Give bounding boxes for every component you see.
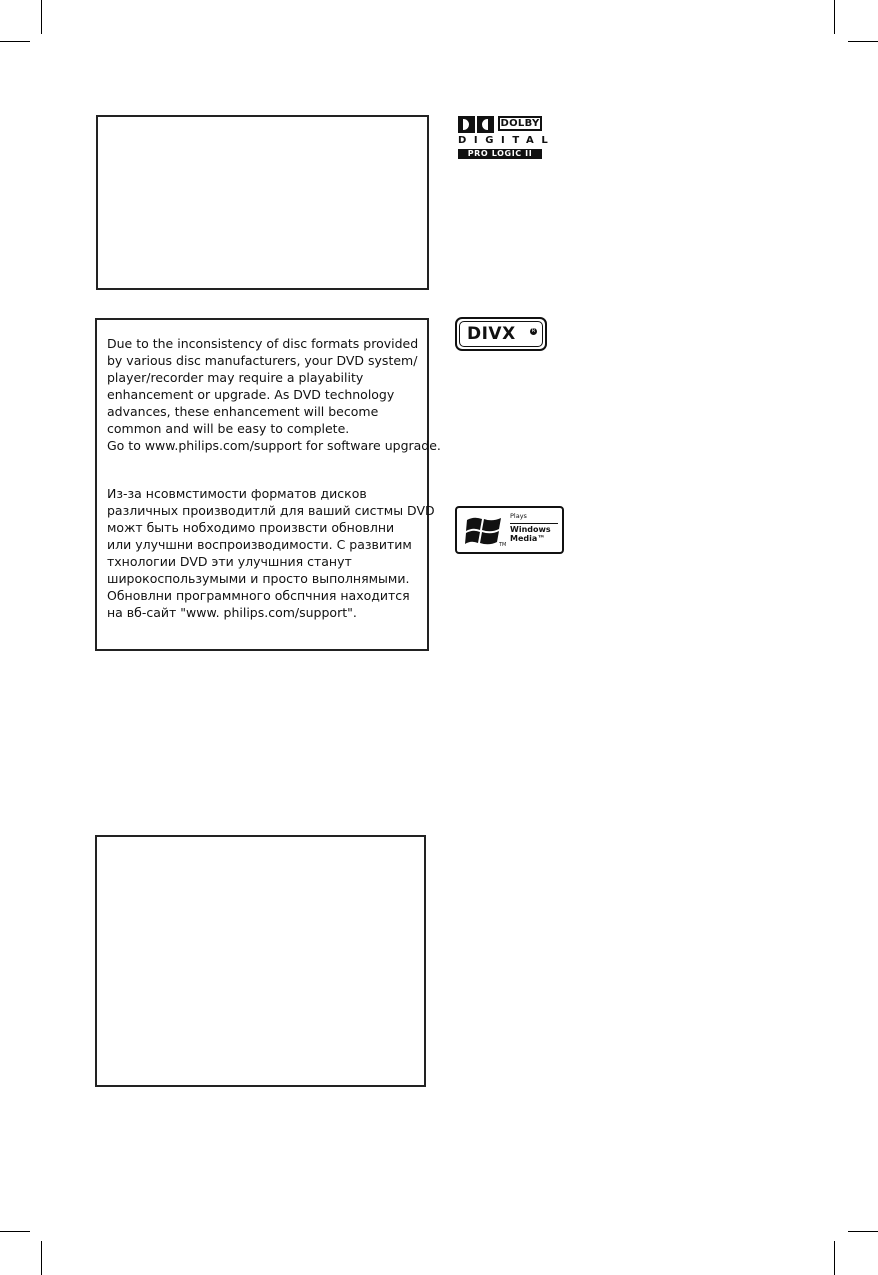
notice-line: широкоспользумыми и просто выполнямыми. (107, 571, 410, 586)
notice-english (107, 335, 441, 454)
crop-mark (41, 1241, 42, 1275)
plays-text: Plays (510, 512, 527, 520)
crop-mark (848, 1231, 878, 1232)
notice-line: различных производитлй для ваший систмы DVD (107, 503, 435, 518)
divider (510, 523, 558, 524)
dolby-double-d-icon (458, 116, 475, 133)
upgrade-notice-box (95, 318, 441, 651)
notice-line: Обновлни программного обспчния находится (107, 588, 410, 603)
empty-frame-bottom (95, 835, 426, 1087)
dolby-prologic-text: PRO LOGIC II (458, 149, 542, 159)
notice-line: Из-за нсовмстимости форматов дисков (107, 486, 367, 501)
dolby-digital-logo (456, 116, 556, 160)
notice-line: advances, these enhancement will become (107, 404, 379, 419)
crop-mark (834, 1241, 835, 1275)
dolby-double-d-icon (477, 116, 494, 133)
trademark-mark: TM (499, 542, 507, 548)
crop-mark (0, 41, 30, 42)
windows-text: Windows (510, 525, 551, 534)
crop-mark (834, 0, 835, 34)
notice-line: тхнологии DVD эти улучшния станут (107, 554, 352, 569)
divx-wordmark: DIVX (467, 324, 516, 344)
notice-line: или улучшни воспроизводимости. С развитим (107, 537, 412, 552)
notice-line: enhancement or upgrade. As DVD technology (107, 387, 395, 402)
notice-russian (107, 485, 435, 621)
divx-logo (455, 317, 547, 351)
notice-line: можт быть нобходимо произвсти обновлни (107, 520, 395, 535)
crop-mark (0, 1231, 30, 1232)
media-text: Media™ (510, 534, 546, 543)
registered-mark: R (531, 328, 536, 334)
crop-mark (41, 0, 42, 34)
dolby-wordmark: DOLBY (498, 116, 542, 131)
windows-flag-icon (465, 514, 503, 548)
crop-mark (848, 41, 878, 42)
dolby-digital-text: DIGITAL (458, 135, 556, 146)
windows-media-logo (455, 506, 564, 554)
notice-line: by various disc manufacturers, your DVD system/ (107, 353, 418, 368)
notice-line: player/recorder may require a playability (107, 370, 364, 385)
notice-line: на вб-сайт "www. philips.com/support". (107, 605, 357, 620)
empty-frame-top (96, 115, 429, 290)
notice-line: Go to www.philips.com/support for software upgrade. (107, 438, 441, 453)
notice-line: Due to the inconsistency of disc formats provided (107, 336, 419, 351)
notice-line: common and will be easy to complete. (107, 421, 350, 436)
